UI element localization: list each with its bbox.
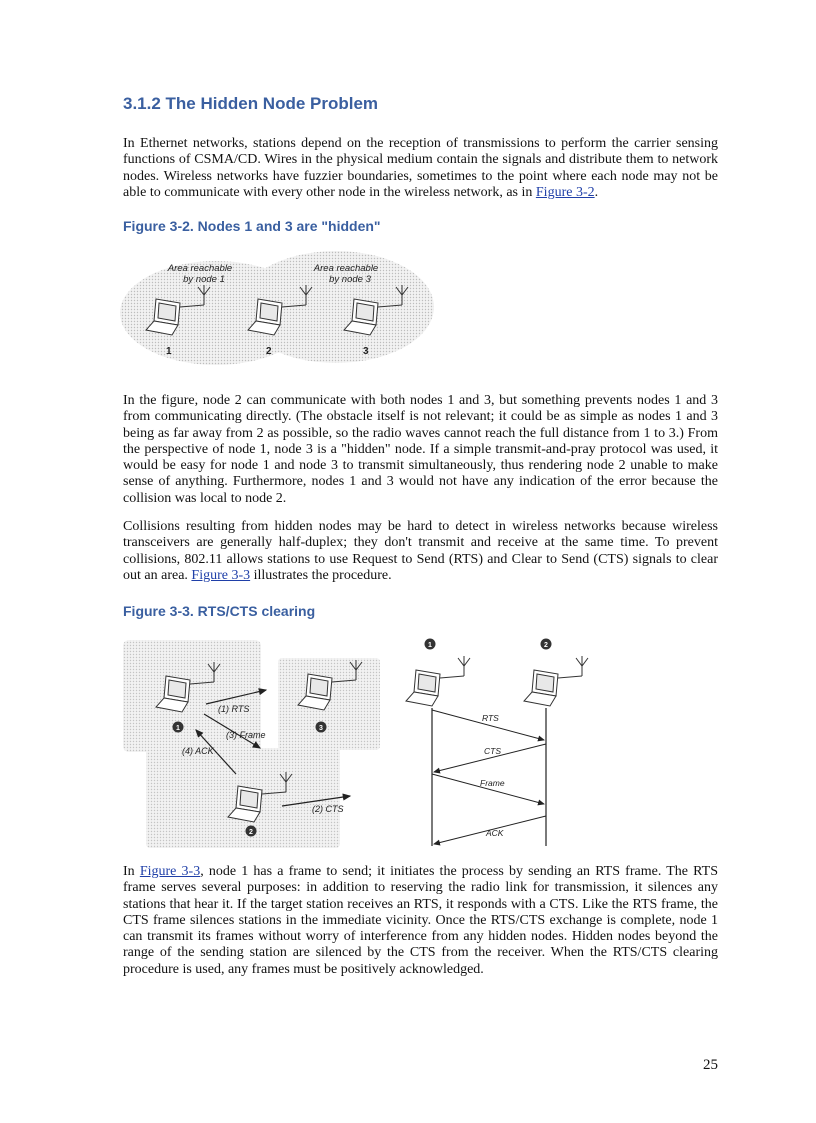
figure-3-3-left-diagram	[120, 638, 382, 850]
cts-label: (2) CTS	[312, 804, 344, 814]
figure-3-2-diagram	[118, 245, 438, 370]
range-area-node-3	[278, 658, 380, 750]
paragraph-intro-end: .	[594, 184, 599, 200]
area-1-label-line2: by node 1	[183, 274, 225, 285]
paragraph-rts-cts	[123, 864, 718, 978]
page-number: 25	[703, 1057, 718, 1073]
seq-laptop-icon-node-1	[406, 656, 470, 706]
area-1-label-line1: Area reachable	[167, 263, 233, 274]
figure-3-3-caption: Figure 3-3. RTS/CTS clearing	[123, 603, 316, 619]
ack-label: (4) ACK	[182, 746, 214, 756]
paragraph-collisions-end: illustrates the procedure.	[250, 567, 392, 583]
paragraph-intro	[123, 136, 718, 201]
node-2-badge-label: 2	[249, 829, 253, 836]
rts-label: (1) RTS	[218, 704, 250, 714]
figure-3-3-right-diagram	[402, 632, 606, 850]
seq-cts-label: CTS	[484, 746, 501, 756]
node-1-label: 1	[166, 346, 172, 357]
paragraph-intro-text: In Ethernet networks, stations depend on the reception of transmissions to perform the carrier sensing functions of CSMA/CD. Wires in the physical medium contain the signals and distribute them to network nodes. Wireless networks have fuzzier boundaries, sometimes to the point where each node may not be able to communicate with every other node in the wireless network, as in	[123, 136, 718, 200]
paragraph-hidden-node: In the figure, node 2 can communicate with both nodes 1 and 3, but something prevents nodes 1 and 3 from communicating directly. (The obstacle itself is not relevant; it could be as simple as nodes 1 and 3 being as far away from 2 as possible, so the radio waves cannot reach the full distance from 1 to 3.) From the perspective of node 1, node 3 is a "hidden" node. If a simple transmit-and-pray protocol was used, it would be easy for node 1 and node 3 to transmit simultaneously, thus rendering node 2 unable to make sense of anything. Furthermore, nodes 1 and 3 would not have any indication of the error because the collision was local to node 2.	[123, 393, 718, 506]
area-3-label-line1: Area reachable	[313, 263, 379, 274]
paragraph-rts-cts-start: In	[123, 864, 140, 879]
section-heading: 3.1.2 The Hidden Node Problem	[123, 94, 379, 113]
figure-3-3-link-2[interactable]: Figure 3-3	[139, 864, 201, 879]
seq-laptop-icon-node-2	[524, 656, 588, 706]
paragraph-rts-cts-text: , node 1 has a frame to send; it initiates the process by sending an RTS frame. The RTS frame serves several purposes: in addition to reserving the radio link for transmission, it silences any stations that hear it. If the target station receives an RTS, it responds with a CTS. Like the RTS frame, the CTS frame silences stations in the immediate vicinity. Once the RTS/CTS exchange is complete, node 1 can transmit its frames without worry of interference from any hidden nodes. Hidden nodes beyond the range of the sending station are silenced by the CTS from the receiver. When the RTS/CTS clearing procedure is used, any frames must be positively acknowledged.	[123, 864, 718, 977]
paragraph-collisions-text: Collisions resulting from hidden nodes may be hard to detect in wireless networks because wireless transceivers are generally half-duplex; they don't transmit and receive at the same time. To prevent collisions, 802.11 allows stations to use Request to Send (RTS) and Clear to Send (CTS) signals to clear out an area.	[123, 519, 718, 583]
figure-3-2-link[interactable]: Figure 3-2	[535, 184, 595, 200]
frame-label: (3) Frame	[226, 730, 266, 740]
seq-frame-label: Frame	[480, 778, 505, 788]
paragraph-collisions	[123, 519, 718, 584]
figure-3-3-link[interactable]: Figure 3-3	[191, 567, 251, 583]
seq-node-2-badge-label: 2	[544, 642, 548, 649]
seq-rts-label: RTS	[482, 713, 499, 723]
area-3-label-line2: by node 3	[329, 274, 371, 285]
node-1-badge-label: 1	[176, 725, 180, 732]
node-3-badge-label: 3	[319, 725, 323, 732]
node-2-label: 2	[266, 346, 272, 357]
seq-node-1-badge-label: 1	[428, 642, 432, 649]
node-3-label: 3	[363, 346, 369, 357]
figure-3-2-caption: Figure 3-2. Nodes 1 and 3 are "hidden"	[123, 218, 381, 234]
seq-ack-label: ACK	[486, 828, 504, 838]
